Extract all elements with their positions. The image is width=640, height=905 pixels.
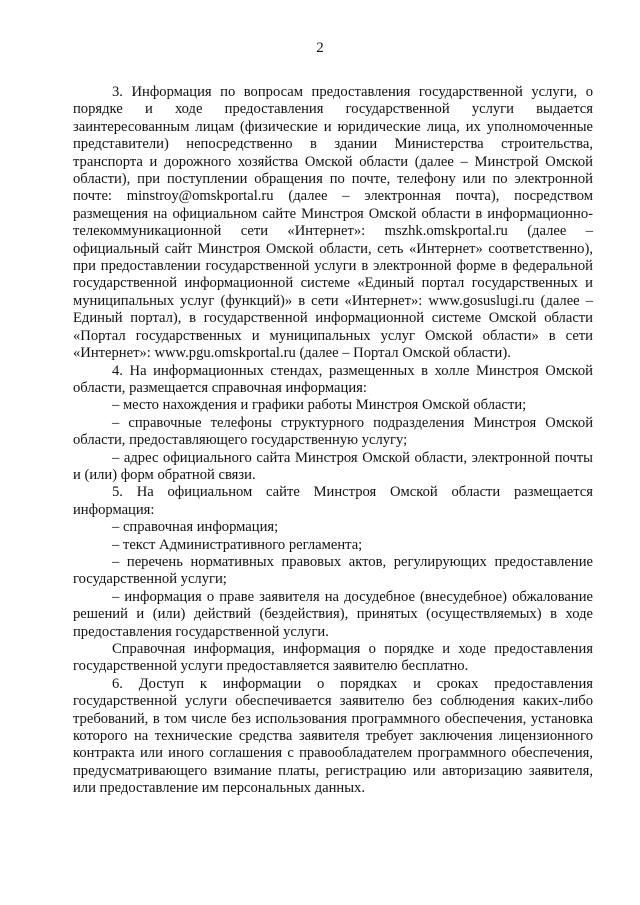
list-item: – текст Административного регламента;	[112, 536, 363, 553]
list-item: – справочные телефоны структурного подразделения Минстроя Омской области, предоставляющего государственную услугу;	[73, 414, 593, 449]
list-item: – место нахождения и графики работы Минстроя Омской области;	[112, 397, 527, 414]
paragraph-6-access: 6. Доступ к информации о порядках и сроках предоставления государственной услуги обеспечивается заявителю без соблюдения каких-либо требований, в том числе без использования программного обеспечения, установка которого на технические средства заявителя требует заключения лицензионного контракта или иного соглашения с правообладателем программного обеспечения, предусматривающего взимание платы, регистрацию или авторизацию заявителя, или предоставление им персональных данных.	[73, 675, 593, 797]
document-body	[73, 84, 593, 798]
page-number: 2	[316, 40, 324, 56]
list-item: – адрес официального сайта Минстроя Омской области, электронной почты и (или) форм обратной связи.	[73, 449, 593, 483]
paragraph-free-info: Справочная информация, информация о порядке и ходе предоставления государственной услуги предоставляется заявителю бесплатно.	[73, 641, 593, 675]
list-item: – перечень нормативных правовых актов, регулирующих предоставление государственной услуги;	[73, 553, 593, 588]
paragraph-4-stands: 4. На информационных стендах, размещенных в холле Минстроя Омской области, размещается справочная информация:	[73, 362, 593, 396]
paragraph-3-info-channels: 3. Информация по вопросам предоставления государственной услуги, о порядке и ходе предоставления государственной услуги выдается заинтересованным лицам (физические и юридические лица, их уполномоченные представители) непосредственно в здании Министерства строительства, транспорта и дорожного хозяйства Омской области (далее – Минстрой Омской области), при поступлении обращения по почте, телефону или по электронной почте: minstroy@omskportal.ru (далее – электронная почта), посредством размещения на официальном сайте Минстроя Омской области в информационно-телекоммуникационной сети «Интернет»: mszhk.omskportal.ru (далее – официальный сайт Минстроя Омской области, сеть «Интернет» соответственно), при предоставлении государственной услуги в электронной форме в федеральной государственной информационной системе «Единый портал государственных и муниципальных услуг (функций)» в сети «Интернет»: www.gosuslugi.ru (далее – Единый портал), в государственной информационной системе Омской области «Портал государственных и муниципальных услуг Омской области» в сети «Интернет»: www.pgu.omskportal.ru (далее – Портал Омской области).	[73, 84, 593, 362]
list-item: – справочная информация;	[112, 519, 279, 536]
list-item: – информация о праве заявителя на досудебное (внесудебное) обжалование решений и (или) действий (бездействия), принятых (осуществляемых) в ходе предоставления государственной услуги.	[73, 588, 593, 640]
paragraph-5-website: 5. На официальном сайте Минстроя Омской области размещается информация:	[73, 484, 593, 518]
